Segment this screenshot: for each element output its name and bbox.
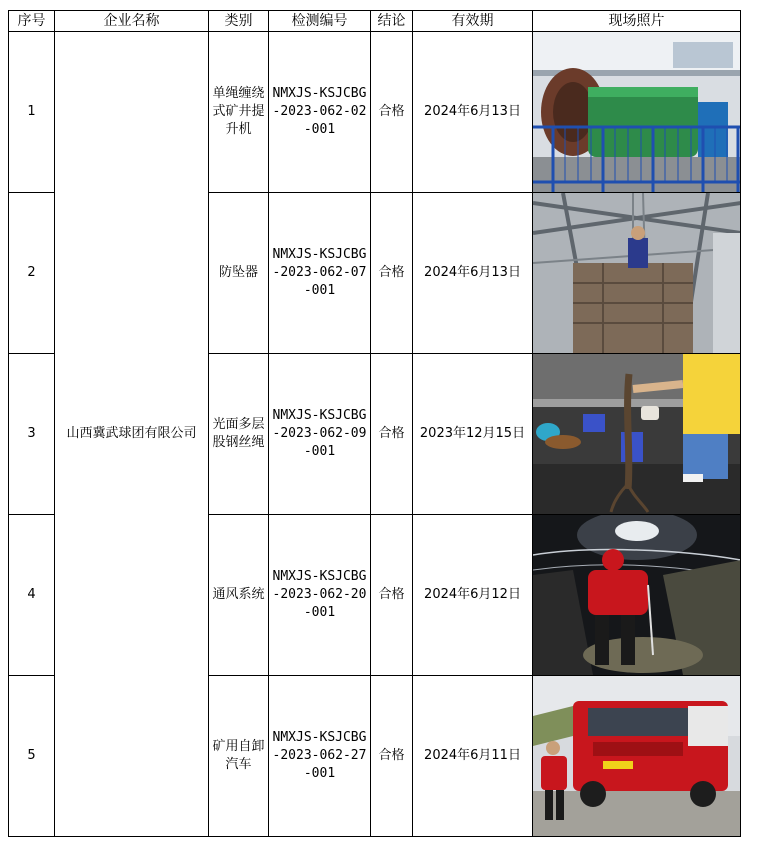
cell-code: NMXJS-KSJCBG-2023-062-02-001 xyxy=(269,32,371,193)
header-valid: 有效期 xyxy=(413,11,533,32)
cell-category: 光面多层股钢丝绳 xyxy=(209,354,269,515)
cell-no: 4 xyxy=(9,515,55,676)
header-row xyxy=(9,11,741,32)
cell-category: 通风系统 xyxy=(209,515,269,676)
fall-arrester-photo xyxy=(533,193,741,354)
cell-result: 合格 xyxy=(371,32,413,193)
cell-code: NMXJS-KSJCBG-2023-062-09-001 xyxy=(269,354,371,515)
cell-code: NMXJS-KSJCBG-2023-062-20-001 xyxy=(269,515,371,676)
cell-valid: 2023年12月15日 xyxy=(413,354,533,515)
cell-category: 防坠器 xyxy=(209,193,269,354)
cell-no: 2 xyxy=(9,193,55,354)
cell-company: 山西冀武球团有限公司 xyxy=(55,32,209,837)
cell-no: 1 xyxy=(9,32,55,193)
cell-category: 单绳缠绕式矿井提升机 xyxy=(209,32,269,193)
header-code: 检测编号 xyxy=(269,11,371,32)
dump-truck-photo xyxy=(533,676,741,837)
inspection-table xyxy=(8,10,741,837)
cell-category: 矿用自卸汽车 xyxy=(209,676,269,837)
cell-no: 3 xyxy=(9,354,55,515)
wire-rope-photo xyxy=(533,354,741,515)
ventilation-image xyxy=(533,515,741,675)
table-row xyxy=(9,32,741,193)
hoist-machine-photo xyxy=(533,32,741,193)
header-no: 序号 xyxy=(9,11,55,32)
header-photo: 现场照片 xyxy=(533,11,741,32)
cell-result: 合格 xyxy=(371,354,413,515)
wire-rope-image xyxy=(533,354,741,514)
cell-valid: 2024年6月13日 xyxy=(413,32,533,193)
cell-result: 合格 xyxy=(371,676,413,837)
cell-code: NMXJS-KSJCBG-2023-062-07-001 xyxy=(269,193,371,354)
cell-valid: 2024年6月13日 xyxy=(413,193,533,354)
ventilation-photo xyxy=(533,515,741,676)
header-company: 企业名称 xyxy=(55,11,209,32)
header-category: 类别 xyxy=(209,11,269,32)
cell-result: 合格 xyxy=(371,515,413,676)
fall-arrester-image xyxy=(533,193,741,353)
cell-no: 5 xyxy=(9,676,55,837)
cell-valid: 2024年6月12日 xyxy=(413,515,533,676)
cell-result: 合格 xyxy=(371,193,413,354)
hoist-machine-image xyxy=(533,32,741,192)
cell-valid: 2024年6月11日 xyxy=(413,676,533,837)
header-result: 结论 xyxy=(371,11,413,32)
dump-truck-image xyxy=(533,676,741,836)
cell-code: NMXJS-KSJCBG-2023-062-27-001 xyxy=(269,676,371,837)
